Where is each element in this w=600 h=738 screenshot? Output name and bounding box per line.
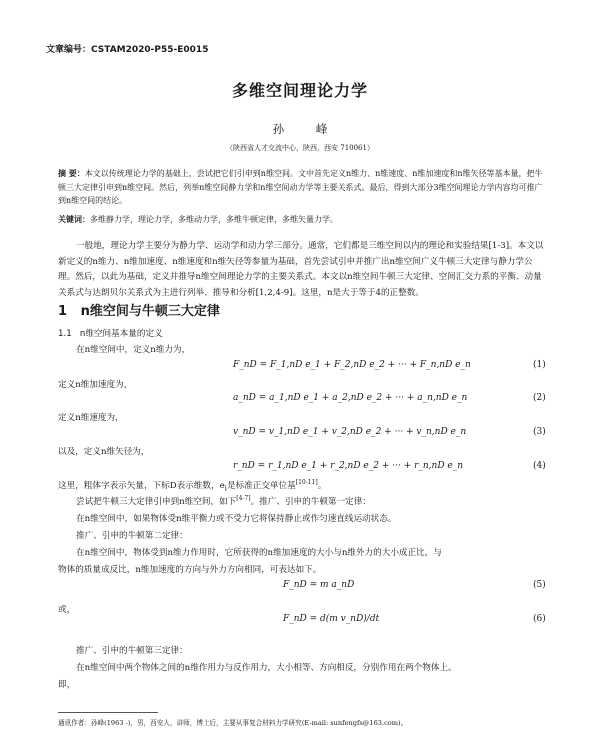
body-line: 以及，定义n维矢径为， — [58, 447, 150, 457]
subsection-number: 1.1 — [58, 329, 72, 339]
equation-3: v_nD = v_1,nD e_1 + v_2,nD e_2 + ··· + v_n,nD e_n — [233, 427, 467, 437]
abstract-label: 摘 要： — [58, 168, 85, 178]
article-number: 文章编号：CSTAM2020-P55-E0015 — [46, 45, 209, 55]
equation-1: F_nD = F_1,nD e_1 + F_2,nD e_2 + ··· + F_n,nD e_n — [233, 360, 471, 370]
abstract-text: 本文以传统理论力学的基础上，尝试把它们引申到n维空间。文中首先定义n维力、n维速度、n维加速度和n维矢径等基本量，把牛顿三大定律引申到n维空间。然后，列举n维空间静力学和n维空间动力学等主要关系式。最后，得到大部分3维空间理论力学内容均可推广到n维空间的结论。 — [58, 169, 543, 205]
body-line: 或， — [58, 605, 76, 615]
body-line: 推广、引申的牛顿第二定律： — [76, 531, 188, 541]
equation-number: (5) — [533, 580, 546, 590]
body-line — [58, 479, 326, 493]
author-name: 孙 峰 — [272, 122, 342, 136]
body-line: 在n维空间中两个物体之间的n维作用力与反作用力，大小相等、方向相反，分别作用在两个物体上。 — [76, 663, 457, 673]
body-line: 定义n维速度为， — [58, 413, 124, 423]
equation-5: F_nD = m a_nD — [283, 580, 355, 590]
body-text: 尝试把牛顿三大定律引申到n维空间，如下 — [76, 497, 237, 507]
body-line: 在n维空间中，物体受到n维力作用时，它所获得的n维加速度的大小与n维外力的大小成正比，与 — [76, 548, 442, 558]
body-line: 在n维空间中，如果物体受n维平衡力或不受力它将保持静止或作匀速直线运动状态。 — [76, 514, 397, 524]
body-line — [76, 495, 371, 507]
footnote-divider — [58, 712, 158, 713]
equation-number: (1) — [533, 360, 546, 370]
equation-2: a_nD = a_1,nD e_1 + a_2,nD e_2 + ··· + a_n,nD e_n — [233, 393, 468, 403]
subsection-heading — [58, 327, 163, 339]
equation-number: (6) — [533, 614, 546, 624]
equation-number: (2) — [533, 393, 546, 403]
citation: [4-7] — [236, 495, 251, 503]
equation-number: (3) — [533, 427, 546, 437]
section-heading — [58, 300, 220, 319]
section-title: n维空间与牛顿三大定律 — [80, 304, 220, 319]
body-line: 在n维空间中，定义n维力为， — [76, 345, 191, 355]
body-text: 是标准正交单位基 — [226, 481, 296, 491]
equation-4: r_nD = r_1,nD e_1 + r_2,nD e_2 + ··· + r_n,nD e_n — [233, 461, 464, 471]
section-number: 1 — [58, 304, 68, 319]
body-line: 物体的质量成反比，n维加速度的方向与外力方向相同，可表达如下。 — [58, 565, 322, 575]
abstract — [58, 167, 544, 208]
intro-paragraph: 一般地，理论力学主要分为静力学、运动学和动力学三部分。通常，它们都是三维空间以内的理论和实验结果[1-3]。本文以新定义的n维力、n维加速度、n维速度和n维矢径等参量为基础，首先尝试引申并推广出n维空间广义牛顿三大定律与静力学公理。然后，以此为基础，定义并推导n维空间理论力学的主要关系式。本文以n维空间牛顿三大定律、空间汇交力系的平衡、动量关系式与达朗贝尔关系式为主进行列举、推导和分析[1,2,4-9]。这里，n是大于等于4的正整数。 — [58, 241, 544, 298]
keywords — [58, 214, 544, 225]
paper-title: 多维空间理论力学 — [231, 81, 368, 100]
subsection-title: n维空间基本量的定义 — [79, 329, 163, 339]
equation-number: (4) — [533, 461, 546, 471]
body-text: 这里，粗体字表示矢量，下标D表示维数，e — [58, 481, 225, 491]
keywords-text: 多维静力学，理论力学，多维动力学，多维牛顿定律，多维矢量力学。 — [90, 215, 338, 224]
citation: [10-11] — [295, 479, 318, 487]
affiliation: （陕西省人才交流中心，陕西，西安 710061） — [226, 144, 374, 152]
body-line: 即， — [58, 680, 76, 690]
body-line: 定义n维加速度为， — [58, 380, 133, 390]
equation-6: F_nD = d(m v_nD)/dt — [283, 614, 380, 624]
keywords-label: 关键词： — [58, 214, 90, 224]
subscript: i — [224, 483, 227, 493]
body-line: 推广、引申的牛顿第三定律： — [76, 646, 188, 656]
footnote: 通讯作者：孙峰(1963 -)，男，西安人，讲师，博士后，主要从事复合材料力学研究(E-mail: sunfengfs@163.com)。 — [58, 719, 408, 727]
body-text: 。 — [317, 481, 327, 491]
body-text: 。推广、引申的牛顿第一定律： — [250, 497, 371, 507]
